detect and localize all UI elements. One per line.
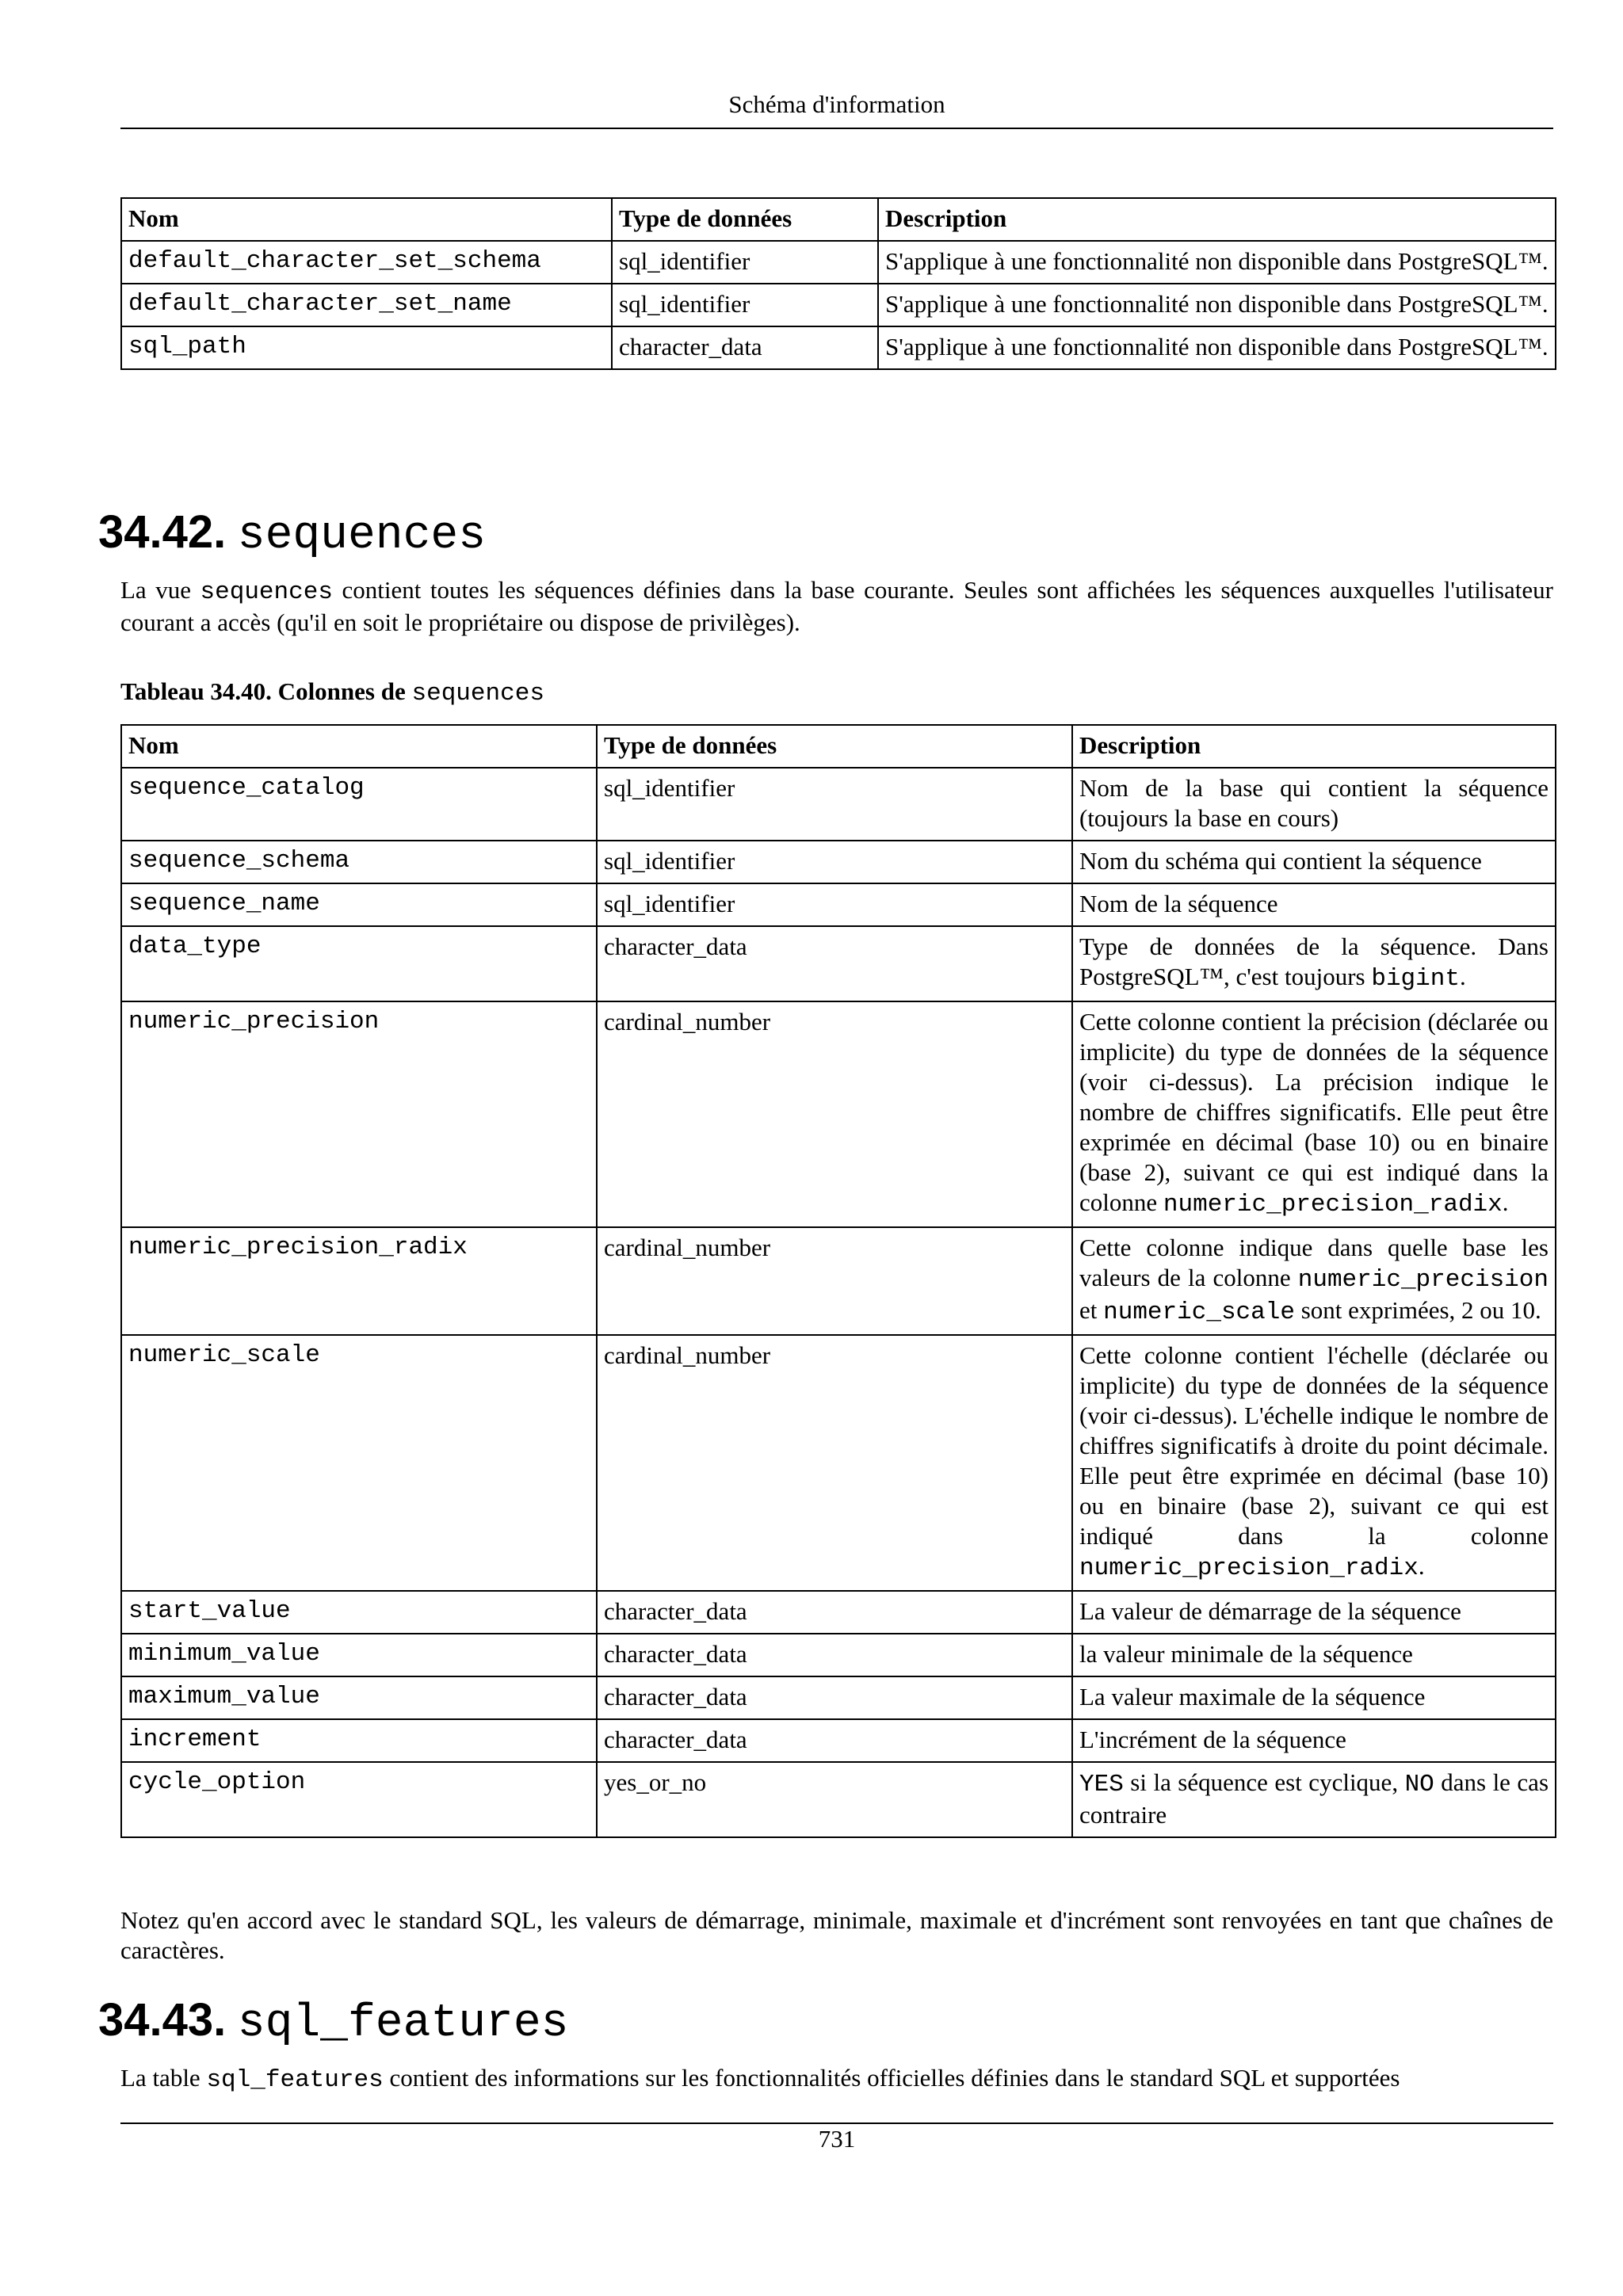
column-name-cell: minimum_value (121, 1634, 597, 1676)
page-header-title: Schéma d'information (728, 90, 945, 118)
description-cell (1072, 1634, 1556, 1676)
description-text: La valeur maximale de la séquence (1079, 1683, 1426, 1711)
data-type-cell: yes_or_no (597, 1762, 1072, 1837)
table-row (121, 241, 1556, 284)
description-text: . (1418, 1552, 1425, 1580)
description-cell: S'applique à une fonctionnalité non disponible dans PostgreSQL™. (878, 241, 1556, 284)
description-text: Nom du schéma qui contient la séquence (1079, 847, 1482, 875)
description-code: numeric_precision_radix (1079, 1554, 1419, 1582)
sql-features-intro-paragraph (120, 2063, 1553, 2096)
table-row (121, 841, 1556, 883)
table-row (121, 1634, 1556, 1676)
data-type-cell: character_data (597, 1676, 1072, 1719)
table-header-row (121, 725, 1556, 768)
intro-text-before: La table (120, 2064, 207, 2092)
table-row (121, 926, 1556, 1001)
description-text: la valeur minimale de la séquence (1079, 1640, 1413, 1668)
data-type-cell: cardinal_number (597, 1335, 1072, 1591)
column-header-description: Description (878, 198, 1556, 241)
column-name-cell: sequence_catalog (121, 768, 597, 841)
section-heading-sql-features (98, 1993, 568, 2052)
sequences-columns-table (120, 724, 1556, 1838)
intro-text-after: contient toutes les séquences définies dans la base courante. Seules sont affichées les séquences auxquelles l'utilisateur courant a accès (qu'il en soit le propriétaire ou dispose de privilèges). (120, 576, 1553, 636)
description-cell (1072, 926, 1556, 1001)
table-caption (120, 676, 544, 710)
description-text: et (1079, 1296, 1104, 1324)
column-name-cell: default_character_set_schema (121, 241, 612, 284)
description-cell (1072, 1676, 1556, 1719)
description-text: sont exprimées, 2 ou 10. (1294, 1296, 1541, 1324)
data-type-cell: sql_identifier (612, 284, 878, 326)
description-code: YES (1079, 1771, 1124, 1798)
data-type-cell: character_data (612, 326, 878, 369)
header-rule (120, 128, 1553, 129)
table-row (121, 1227, 1556, 1335)
column-name-cell: cycle_option (121, 1762, 597, 1837)
column-name-cell: default_character_set_name (121, 284, 612, 326)
column-name-cell: sequence_name (121, 883, 597, 926)
description-text: Nom de la séquence (1079, 890, 1278, 917)
intro-text-before: La vue (120, 576, 200, 604)
table-row (121, 768, 1556, 841)
description-text: dans le cas contraire (1079, 1768, 1549, 1829)
data-type-cell: sql_identifier (597, 841, 1072, 883)
column-name-cell: maximum_value (121, 1676, 597, 1719)
table-row (121, 1719, 1556, 1762)
column-header-name: Nom (121, 198, 612, 241)
data-type-cell: sql_identifier (612, 241, 878, 284)
description-cell (1072, 768, 1556, 841)
description-cell (1072, 1001, 1556, 1227)
intro-text-after: contient des informations sur les fonctionnalités officielles définies dans le standard SQL et supportées (383, 2064, 1400, 2092)
column-header-type: Type de données (612, 198, 878, 241)
sequences-note-paragraph: Notez qu'en accord avec le standard SQL, les valeurs de démarrage, minimale, maximale et d'incrément sont renvoyées en tant que chaînes de caractères. (120, 1906, 1553, 1964)
data-type-cell: character_data (597, 1591, 1072, 1634)
data-type-cell: sql_identifier (597, 768, 1072, 841)
description-code: numeric_precision (1297, 1266, 1549, 1294)
description-text: Cette colonne contient l'échelle (déclarée ou implicite) du type de données de la séquence (voir ci-dessus). L'échelle indique le nombre de chiffres significatifs à droite du point décimale. Elle peut être exprimée en décimal (base 10) ou en binaire (base 2), suivant ce qui est indiqué dans la colonne (1079, 1341, 1549, 1550)
column-name-cell: start_value (121, 1591, 597, 1634)
description-code: numeric_precision_radix (1163, 1191, 1503, 1219)
table-row (121, 326, 1556, 369)
column-name-cell: sequence_schema (121, 841, 597, 883)
description-cell (1072, 883, 1556, 926)
intro-code: sequences (200, 578, 333, 606)
sequences-intro-paragraph (120, 575, 1553, 638)
description-cell (1072, 1719, 1556, 1762)
table-row (121, 883, 1556, 926)
table-row (121, 1676, 1556, 1719)
section-heading-sequences (98, 505, 486, 564)
description-text: L'incrément de la séquence (1079, 1726, 1346, 1753)
description-code: numeric_scale (1103, 1299, 1295, 1326)
description-cell (1072, 1762, 1556, 1837)
description-code: bigint (1371, 965, 1460, 993)
description-text: si la séquence est cyclique, (1123, 1768, 1405, 1796)
table-row (121, 1591, 1556, 1634)
column-name-cell: numeric_precision (121, 1001, 597, 1227)
table-row (121, 1335, 1556, 1591)
column-header-type: Type de données (597, 725, 1072, 768)
section-number: 34.43. (98, 1994, 227, 2046)
description-cell (1072, 1591, 1556, 1634)
data-type-cell: cardinal_number (597, 1227, 1072, 1335)
description-text: . (1459, 963, 1466, 990)
section-name: sequences (237, 510, 487, 562)
section-name: sql_features (237, 1998, 569, 2050)
intro-code: sql_features (206, 2066, 384, 2094)
column-name-cell: numeric_scale (121, 1335, 597, 1591)
data-type-cell: sql_identifier (597, 883, 1072, 926)
description-cell: S'applique à une fonctionnalité non disponible dans PostgreSQL™. (878, 326, 1556, 369)
sequences-table-body (121, 768, 1556, 1837)
column-name-cell: numeric_precision_radix (121, 1227, 597, 1335)
description-cell: S'applique à une fonctionnalité non disponible dans PostgreSQL™. (878, 284, 1556, 326)
column-header-name: Nom (121, 725, 597, 768)
column-name-cell: data_type (121, 926, 597, 1001)
description-text: Cette colonne indique dans quelle base les valeurs de la colonne (1079, 1234, 1549, 1291)
caption-label: Tableau 34.40. Colonnes de (120, 677, 412, 705)
table-row (121, 1762, 1556, 1837)
description-text: . (1502, 1188, 1509, 1216)
page-number: 731 (818, 2125, 856, 2153)
data-type-cell: character_data (597, 1719, 1072, 1762)
schemata-columns-table (120, 197, 1556, 370)
description-text: La valeur de démarrage de la séquence (1079, 1597, 1461, 1625)
table-row (121, 284, 1556, 326)
description-text: Nom de la base qui contient la séquence (toujours la base en cours) (1079, 774, 1549, 832)
caption-code: sequences (411, 680, 544, 707)
data-type-cell: cardinal_number (597, 1001, 1072, 1227)
data-type-cell: character_data (597, 1634, 1072, 1676)
description-code: NO (1404, 1771, 1434, 1798)
description-cell (1072, 841, 1556, 883)
column-name-cell: sql_path (121, 326, 612, 369)
description-cell (1072, 1335, 1556, 1591)
column-name-cell: increment (121, 1719, 597, 1762)
column-header-description: Description (1072, 725, 1556, 768)
table-row (121, 1001, 1556, 1227)
data-type-cell: character_data (597, 926, 1072, 1001)
description-text: Type de données de la séquence. Dans PostgreSQL™, c'est toujours (1079, 933, 1549, 990)
description-cell (1072, 1227, 1556, 1335)
description-text: Cette colonne contient la précision (déclarée ou implicite) du type de données de la séquence (voir ci-dessus). La précision indique le nombre de chiffres significatifs. Elle peut être exprimée en décimal (base 10) ou en binaire (base 2), suivant ce qui est indiqué dans la colonne (1079, 1008, 1549, 1216)
table-header-row (121, 198, 1556, 241)
section-number: 34.42. (98, 506, 227, 558)
